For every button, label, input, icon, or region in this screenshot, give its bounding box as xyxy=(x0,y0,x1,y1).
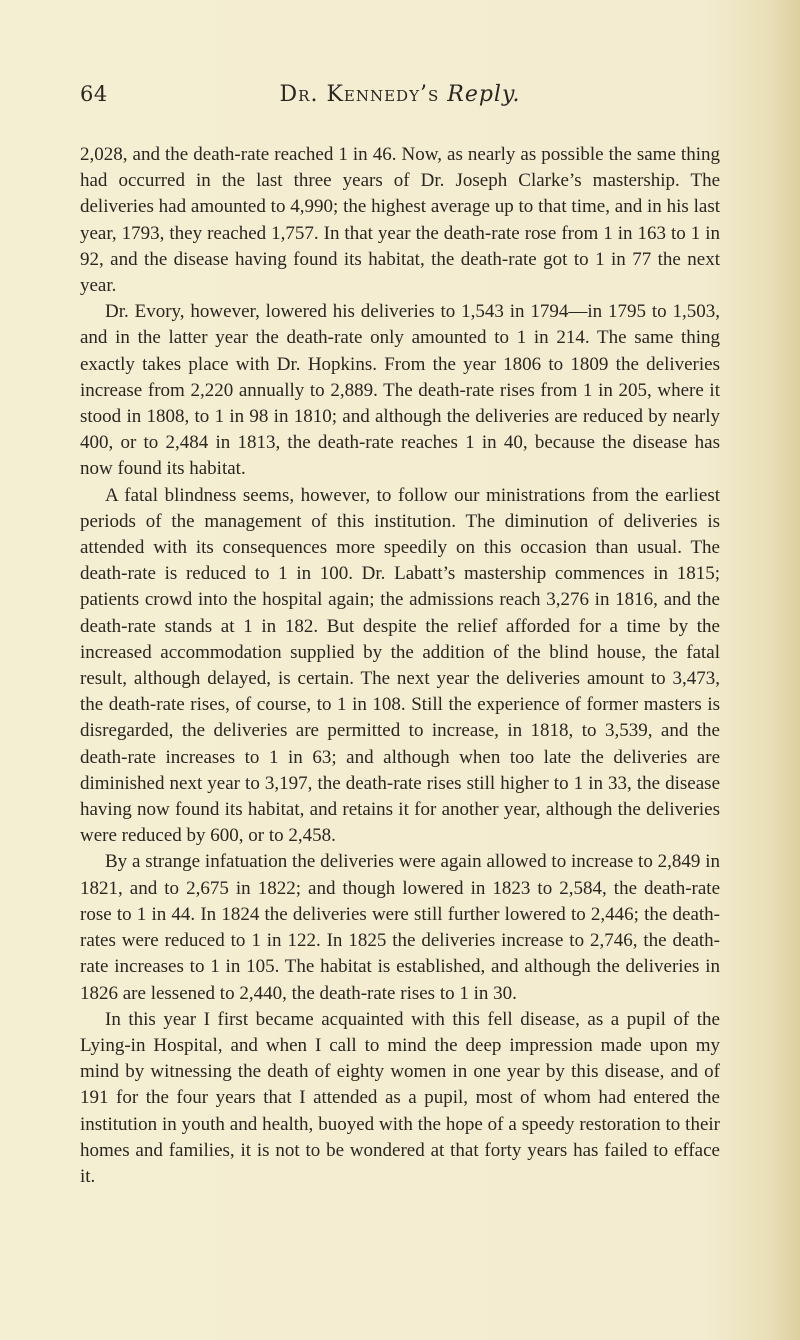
paragraph-2: Dr. Evory, however, lowered his deliveries to 1,543 in 1794—in 1795 to 1,503, and in the latter year the death-rate only amounted to 1 in 214. The same thing exactly takes place with Dr. Hopkins. From the year 1806 to 1809 the deliveries increase from 2,220 annually to 2,889. The death-rate rises from 1 in 205, where it stood in 1808, to 1 in 98 in 1810; and although the deliveries are reduced by nearly 400, or to 2,484 in 1813, the death-rate reaches 1 in 40, because the disease has now found its habitat. xyxy=(80,301,720,480)
paragraph-5: In this year I first became acquainted with this fell disease, as a pupil of the Lying-in Hospital, and when I call to mind the deep impression made upon my mind by witnessing the death of eighty women in one year by this disease, and of 191 for the four years that I attended as a pupil, most of whom had entered the institution in youth and health, buoyed with the hope of a speedy restoration to their homes and families, it is not to be wondered at that forty years has failed to efface it. xyxy=(80,1008,720,1187)
body-text xyxy=(80,142,720,1190)
running-head xyxy=(80,82,720,118)
running-title xyxy=(80,82,720,107)
paragraph-1: 2,028, and the death-rate reached 1 in 46. Now, as nearly as possible the same thing had occurred in the last three years of Dr. Joseph Clarke’s mastership. The deliveries had amounted to 4,990; the highest average up to that time, and in his last year, 1793, they reached 1,757. In that year the death-rate rose from 1 in 163 to 1 in 92, and the disease having found its habitat, the death-rate got to 1 in 77 the next year. xyxy=(80,144,720,297)
running-title-author: Dr. Kennedy’s xyxy=(279,82,448,107)
paragraph-4: By a strange infatuation the deliveries were again allowed to increase to 2,849 in 1821, and to 2,675 in 1822; and though lowered in 1823 to 2,584, the death-rate rose to 1 in 44. In 1824 the deliveries were still further lowered to 2,446; the death-rates were reduced to 1 in 122. In 1825 the deliveries increase to 2,746, the death-rate increases to 1 in 105. The habitat is established, and although the deliveries in 1826 are lessened to 2,440, the death-rate rises to 1 in 30. xyxy=(80,851,720,1004)
page-number: 64 xyxy=(80,82,108,106)
running-title-italic: Reply. xyxy=(447,82,521,107)
paragraph-3: A fatal blindness seems, however, to follow our ministrations from the earliest periods of the management of this institution. The diminution of deliveries is attended with its consequences more speedily on this occasion than usual. The death-rate is reduced to 1 in 100. Dr. Labatt’s mastership commences in 1815; patients crowd into the hospital again; the admissions reach 3,276 in 1816, and the death-rate stands at 1 in 182. But despite the relief afforded for a time by the increased accommodation supplied by the addition of the blind house, the fatal result, although delayed, is certain. The next year the deliveries amount to 3,473, the death-rate rises, of course, to 1 in 108. Still the experience of former masters is disregarded, the deliveries are permitted to increase, in 1818, to 3,539, and the death-rate increases to 1 in 63; and although when too late the deliveries are diminished next year to 3,197, the death-rate rises still higher to 1 in 33, the disease having now found its habitat, and retains it for another year, although the deliveries were reduced by 600, or to 2,458. xyxy=(80,484,720,847)
